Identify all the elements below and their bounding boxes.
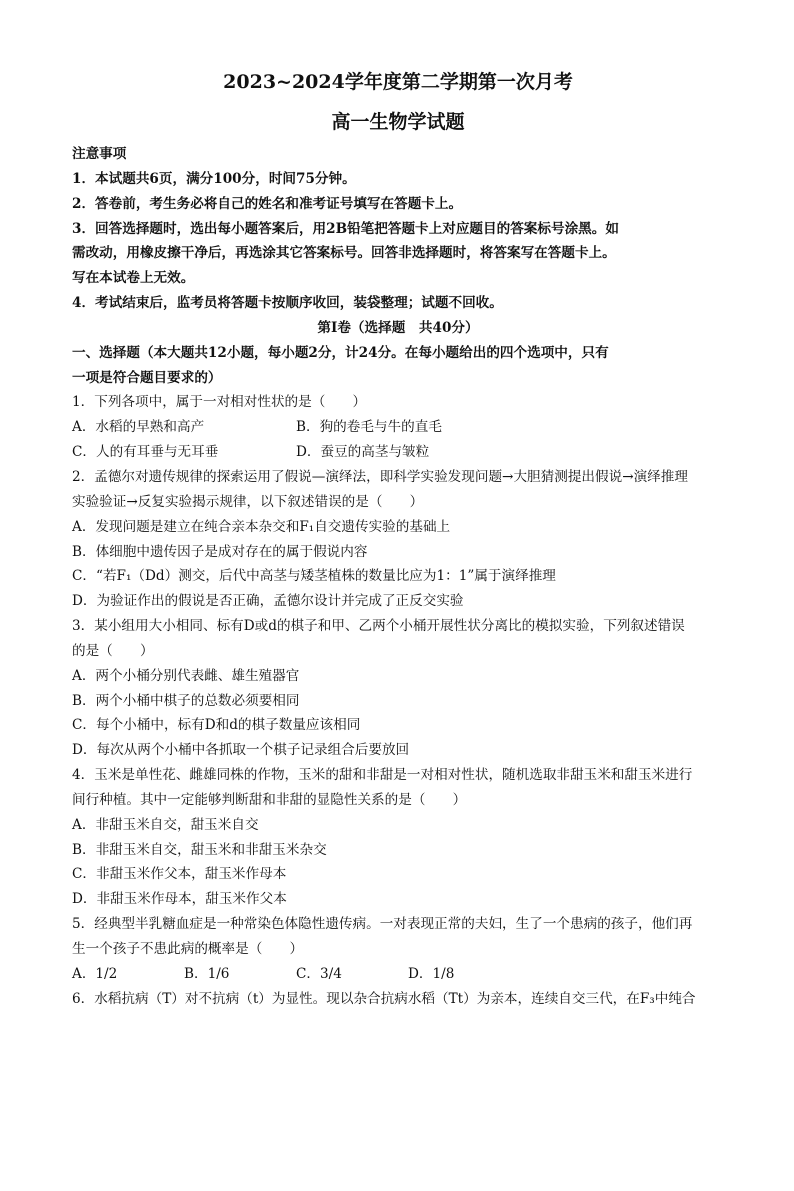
option-b: B．非甜玉米自交，甜玉米和非甜玉米杂交 xyxy=(72,841,327,858)
notes-section xyxy=(72,142,724,316)
notes-heading: 注意事项 xyxy=(72,146,127,162)
option-a: A．1/2 xyxy=(72,965,118,982)
question-stem: 1．下列各项中，属于一对相对性状的是（ ） xyxy=(72,394,367,411)
section-title: 第Ⅰ卷（选择题 共40分） xyxy=(317,319,479,336)
question-stem: 4．玉米是单性花、雌雄同株的作物，玉米的甜和非甜是一对相对性状，随机选取非甜玉米和甜玉米进行 xyxy=(72,767,693,784)
option-d: D．蚕豆的高茎与皱粒 xyxy=(296,444,430,461)
exam-title: 2023~2024学年度第二学期第一次月考 xyxy=(223,71,573,93)
question-stem: 生一个孩子不患此病的概率是（ ） xyxy=(72,941,304,957)
option-b: B．狗的卷毛与牛的直毛 xyxy=(296,419,442,436)
option-b: B．体细胞中遗传因子是成对存在的属于假说内容 xyxy=(72,543,368,560)
option-d: D．1/8 xyxy=(408,965,455,982)
exam-subtitle: 高一生物学试题 xyxy=(331,111,465,133)
option-c: C．“若F₁（Dd）测交，后代中高茎与矮茎植株的数量比应为1：1”属于演绎推理 xyxy=(72,568,556,585)
option-b: B．两个小桶中棋子的总数必须要相同 xyxy=(72,692,300,709)
option-d: D．每次从两个小桶中各抓取一个棋子记录组合后要放回 xyxy=(72,742,410,759)
question-stem: 间行种植。其中一定能够判断甜和非甜的显隐性关系的是（ ） xyxy=(72,791,467,808)
option-c: C．3/4 xyxy=(296,965,342,982)
question-stem: 实验验证→反复实验揭示规律，以下叙述错误的是（ ） xyxy=(72,493,424,510)
question-stem: 2．孟德尔对遗传规律的探索运用了假说—演绎法，即科学实验发现问题→大胆猜测提出假说→演绎推理 xyxy=(72,468,688,485)
question-1 xyxy=(72,390,724,465)
note-item: 写在本试卷上无效。 xyxy=(72,270,195,287)
option-a: A．水稻的早熟和高产 xyxy=(72,419,205,436)
note-item: 3．回答选择题时，选出每小题答案后，用2B铅笔把答题卡上对应题目的答案标号涂黑。如 xyxy=(72,220,619,237)
option-c: C．人的有耳垂与无耳垂 xyxy=(72,444,219,461)
option-c: C．非甜玉米作父本，甜玉米作母本 xyxy=(72,866,287,883)
exam-page xyxy=(0,68,794,1191)
option-c: C．每个小桶中，标有D和d的棋子数量应该相同 xyxy=(72,717,361,734)
question-stem: 3．某小组用大小相同、标有D或d的棋子和甲、乙两个小桶开展性状分离比的模拟实验，下列叙述错误 xyxy=(72,618,685,635)
note-item: 2．答卷前，考生务必将自己的姓名和准考证号填写在答题卡上。 xyxy=(72,195,463,212)
option-b: B．1/6 xyxy=(184,965,230,982)
option-a: A．两个小桶分别代表雌、雄生殖器官 xyxy=(72,667,300,684)
option-d: D．非甜玉米作母本，甜玉米作父本 xyxy=(72,891,287,908)
question-6 xyxy=(72,987,724,1012)
section-instruction: 一项是符合题目要求的） xyxy=(72,369,222,386)
question-4 xyxy=(72,763,724,912)
option-a: A．非甜玉米自交，甜玉米自交 xyxy=(72,816,259,833)
option-row xyxy=(72,415,724,440)
section-instruction: 一、选择题（本大题共12小题，每小题2分，计24分。在每小题给出的四个选项中，只有 xyxy=(72,344,609,361)
option-d: D．为验证作出的假说是否正确，孟德尔设计并完成了正反交实验 xyxy=(72,593,464,610)
question-5 xyxy=(72,912,724,987)
option-row xyxy=(72,962,724,987)
option-a: A．发现问题是建立在纯合亲本杂交和F₁自交遗传实验的基础上 xyxy=(72,518,451,535)
note-item: 4．考试结束后，监考员将答题卡按顺序收回，装袋整理；试题不回收。 xyxy=(72,295,503,312)
note-item: 1．本试题共6页，满分100分，时间75分钟。 xyxy=(72,170,356,187)
question-2 xyxy=(72,465,724,614)
question-stem: 5．经典型半乳糖血症是一种常染色体隐性遗传病。一对表现正常的夫妇，生了一个患病的孩子，他们再 xyxy=(72,916,693,933)
question-3 xyxy=(72,614,724,763)
note-item: 需改动，用橡皮擦干净后，再选涂其它答案标号。回答非选择题时，将答案写在答题卡上。 xyxy=(72,245,616,262)
question-stem: 6．水稻抗病（T）对不抗病（t）为显性。现以杂合抗病水稻（Tt）为亲本，连续自交三代，在F₃中纯合 xyxy=(72,990,696,1007)
option-row xyxy=(72,440,724,465)
question-stem: 的是（ ） xyxy=(72,642,154,659)
